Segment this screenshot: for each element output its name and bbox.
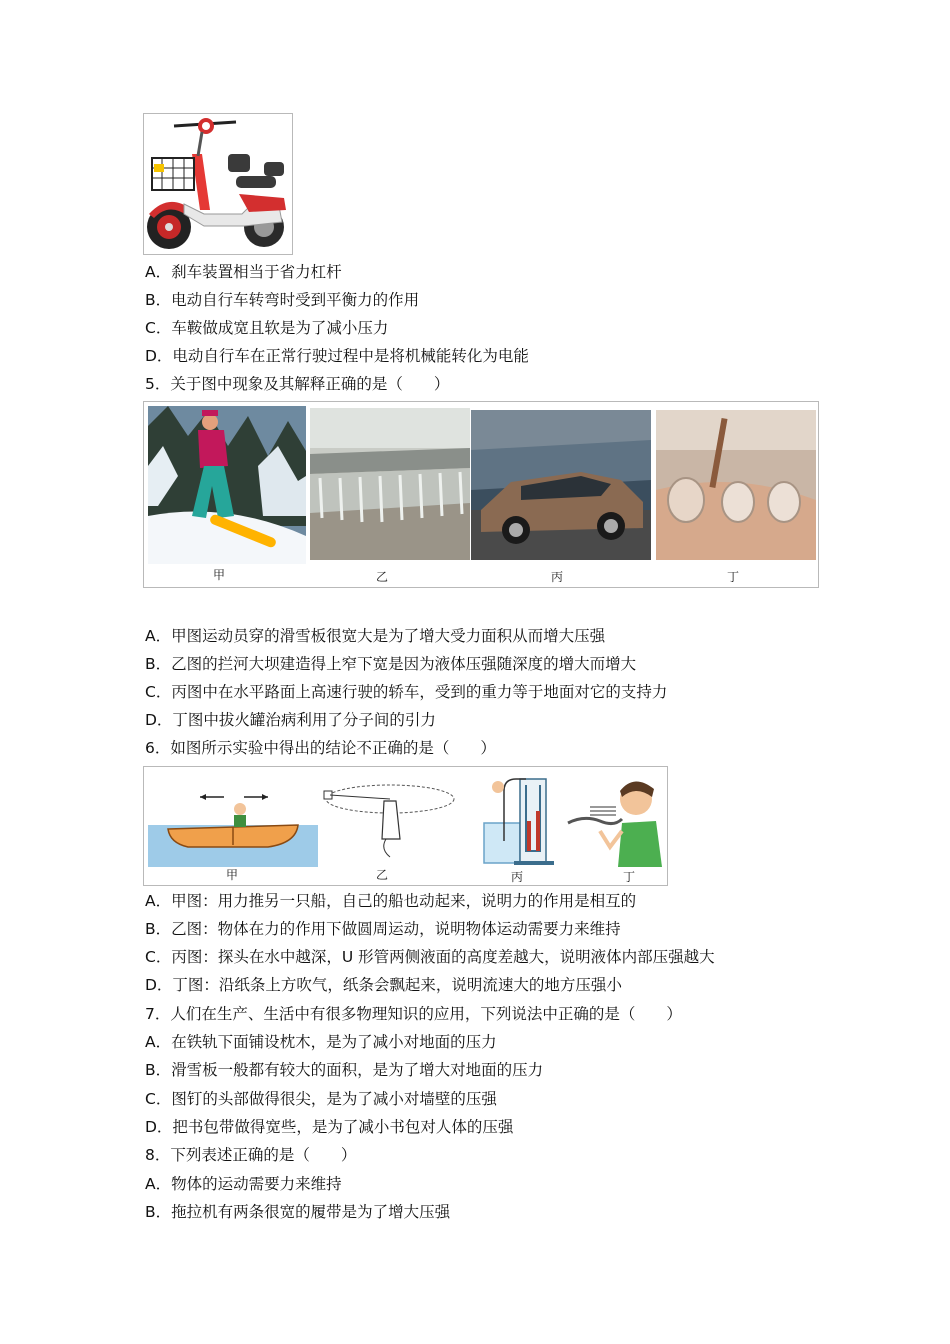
q6-caption-ding: 丁 <box>622 870 635 884</box>
q5-caption-ding: 丁 <box>726 570 739 584</box>
cupping-image <box>656 410 816 560</box>
q4-option-b: B．电动自行车转弯时受到平衡力的作用 <box>145 291 420 309</box>
q5-option-a: A．甲图运动员穿的滑雪板很宽大是为了增大受力面积从而增大压强 <box>145 627 606 645</box>
q5-option-c: C．丙图中在水平路面上高速行驶的轿车，受到的重力等于地面对它的支持力 <box>145 683 668 701</box>
u-tube-image <box>464 771 558 867</box>
snowboarder-image <box>148 406 306 564</box>
q6-option-c: C．丙图：探头在水中越深，U 形管两侧液面的高度差越大，说明液体内部压强越大 <box>145 948 715 966</box>
q6-option-b: B．乙图：物体在力的作用下做圆周运动，说明物体运动需要力来维持 <box>145 920 621 938</box>
q5-option-d: D．丁图中拔火罐治病利用了分子间的引力 <box>145 711 436 729</box>
q6-caption-bing: 丙 <box>510 870 523 884</box>
q7-stem: 7．人们在生产、生活中有很多物理知识的应用，下列说法中正确的是（ ） <box>145 1005 682 1023</box>
q7-option-c: C．图钉的头部做得很尖，是为了减小对墙壁的压强 <box>145 1090 497 1108</box>
q5-caption-yi: 乙 <box>375 570 388 584</box>
q7-option-d: D．把书包带做得宽些，是为了减小书包对人体的压强 <box>145 1118 514 1136</box>
q8-option-b: B．拖拉机有两条很宽的履带是为了增大压强 <box>145 1203 451 1221</box>
q7-option-a: A．在铁轨下面铺设枕木，是为了减小对地面的压力 <box>145 1033 497 1051</box>
q8-stem: 8．下列表述正确的是（ ） <box>145 1146 357 1164</box>
electric-bike-image <box>144 114 292 254</box>
q7-option-b: B．滑雪板一般都有较大的面积，是为了增大对地面的压力 <box>145 1061 544 1079</box>
q6-option-a: A．甲图：用力推另一只船，自己的船也动起来，说明力的作用是相互的 <box>145 892 637 910</box>
q4-option-d: D．电动自行车在正常行驶过程中是将机械能转化为电能 <box>145 347 529 365</box>
q4-option-a: A．刹车装置相当于省力杠杆 <box>145 263 342 281</box>
q4-option-c: C．车鞍做成宽且软是为了减小压力 <box>145 319 389 337</box>
dam-image <box>310 408 470 560</box>
q6-caption-yi: 乙 <box>375 868 388 882</box>
q6-option-d: D．丁图：沿纸条上方吹气，纸条会飘起来，说明流速大的地方压强小 <box>145 976 622 994</box>
car-image <box>471 410 651 560</box>
circular-motion-image <box>320 777 458 867</box>
q5-option-b: B．乙图的拦河大坝建造得上窄下宽是因为液体压强随深度的增大而增大 <box>145 655 637 673</box>
q5-figure <box>143 401 819 588</box>
q6-caption-jia: 甲 <box>225 868 238 882</box>
q5-caption-jia: 甲 <box>212 568 225 582</box>
blowing-paper-image <box>564 771 664 867</box>
q5-stem: 5．关于图中现象及其解释正确的是（ ） <box>145 375 450 393</box>
q5-caption-bing: 丙 <box>550 570 563 584</box>
electric-bike-figure <box>143 113 293 255</box>
q6-stem: 6．如图所示实验中得出的结论不正确的是（ ） <box>145 739 496 757</box>
boat-push-image <box>148 777 318 867</box>
q6-figure <box>143 766 668 886</box>
q8-option-a: A．物体的运动需要力来维持 <box>145 1175 342 1193</box>
